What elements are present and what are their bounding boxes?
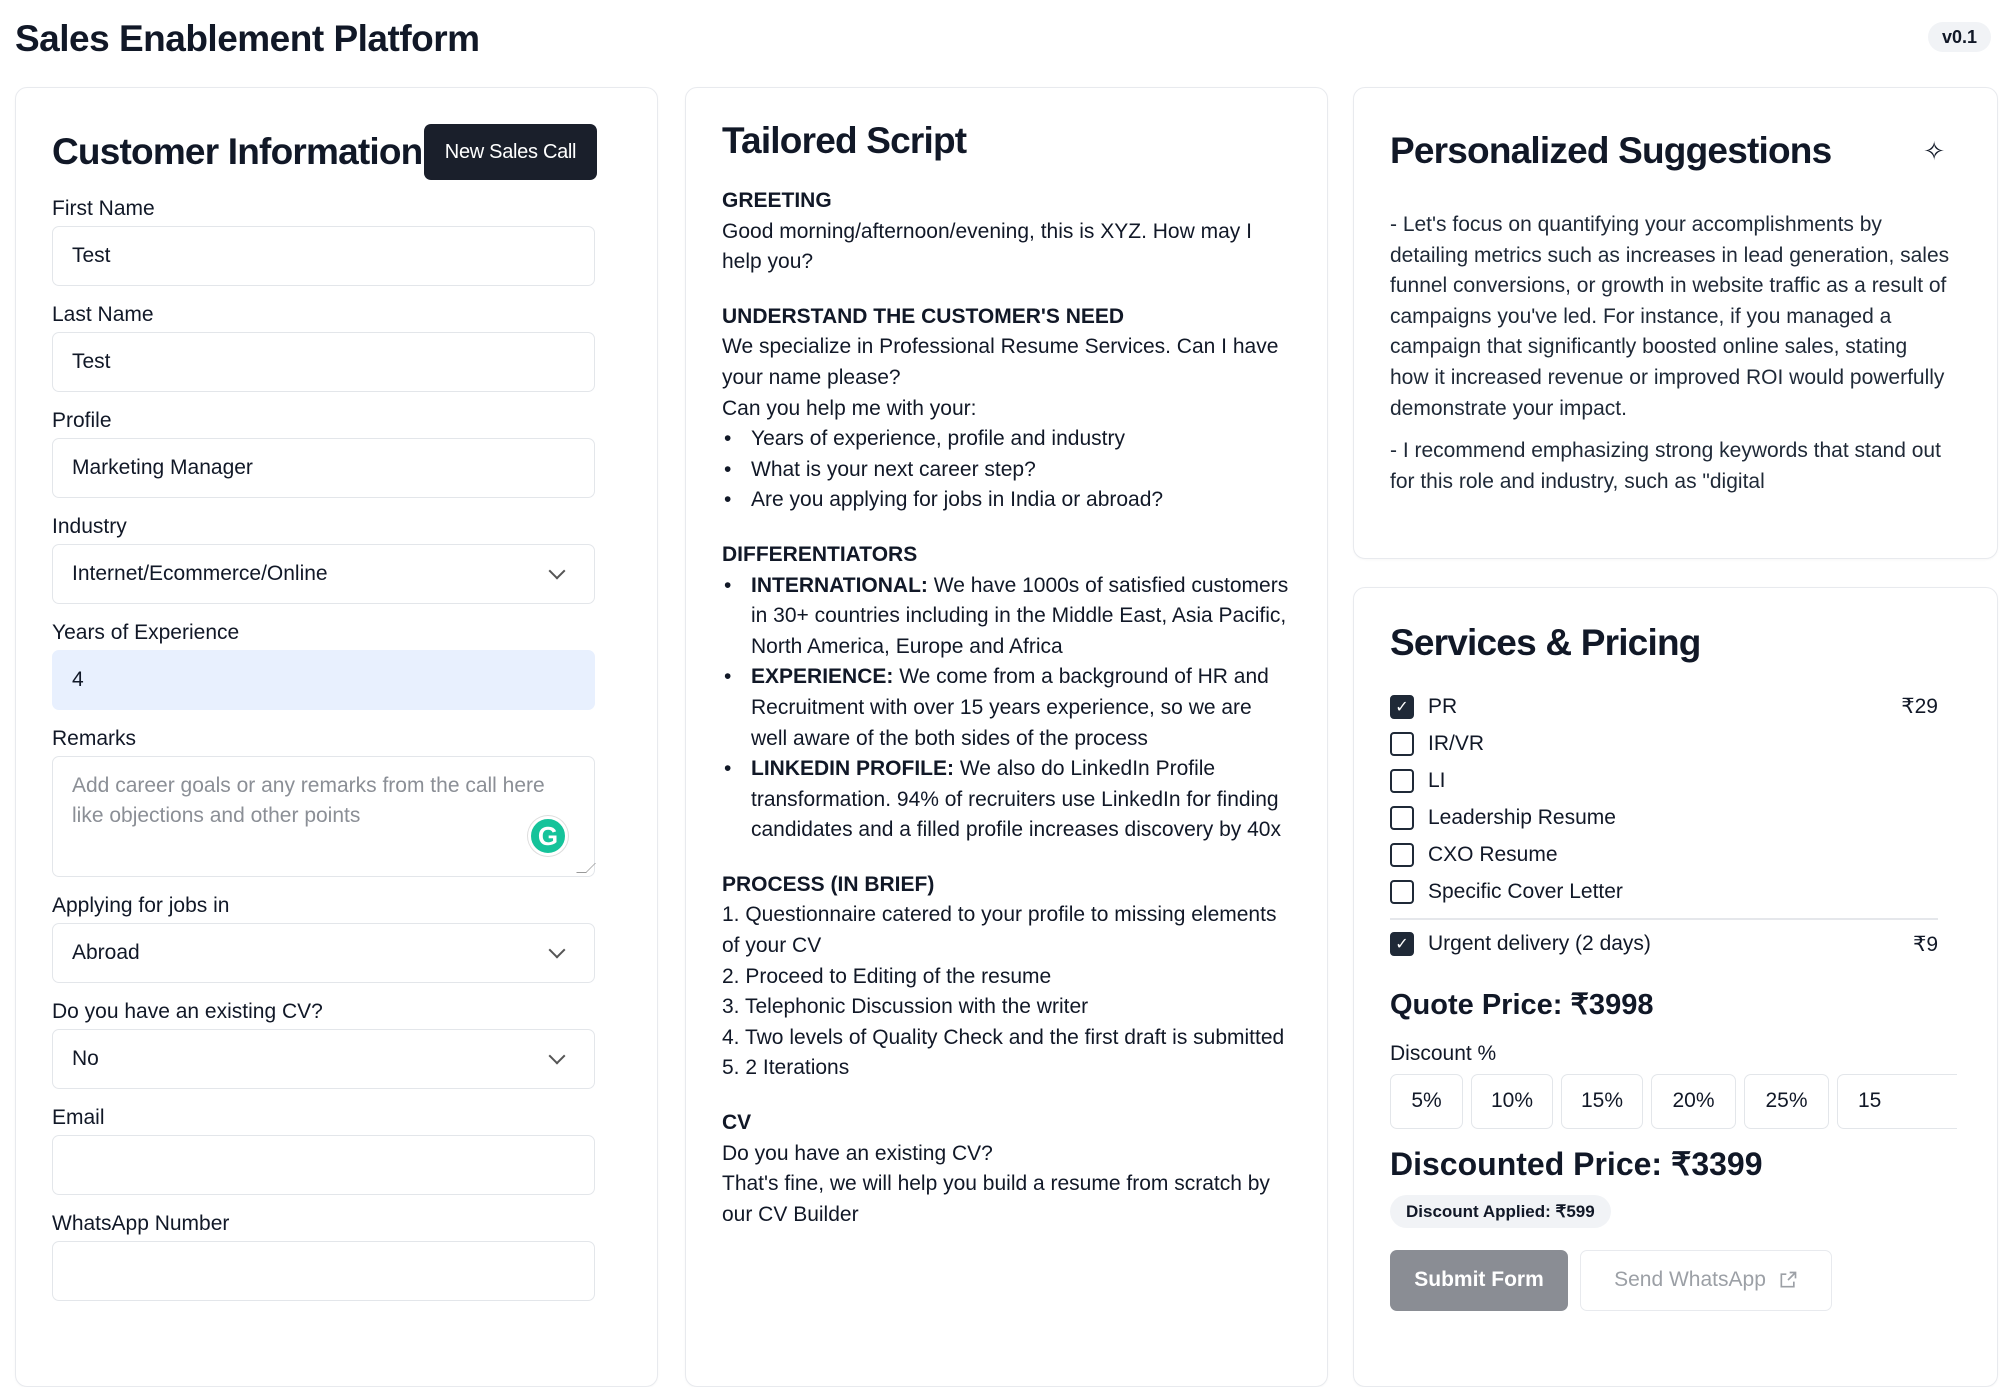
grammarly-icon[interactable]: G: [528, 816, 568, 856]
industry-label: Industry: [52, 515, 127, 538]
last-name-label: Last Name: [52, 303, 154, 326]
service-row[interactable]: [1390, 762, 1938, 799]
service-label: CXO Resume: [1428, 842, 1558, 866]
app-title: Sales Enablement Platform: [15, 18, 480, 59]
greeting-text: Good morning/afternoon/evening, this is XYZ. How may I help you?: [722, 219, 1252, 274]
resize-handle-icon[interactable]: [576, 863, 596, 873]
profile-input[interactable]: [52, 438, 595, 498]
email-label: Email: [52, 1106, 105, 1129]
services-pricing-title: Services & Pricing: [1390, 622, 1701, 663]
suggestions-scroll-area[interactable]: [1390, 210, 1950, 493]
service-label: Leadership Resume: [1428, 805, 1616, 829]
differentiator-text: We come from a background of HR and Recruitment with over 15 years experience, so we are well aware of the both sides of the process: [751, 665, 1269, 750]
industry-value: Internet/Ecommerce/Online: [72, 562, 328, 585]
differentiator-item: [722, 662, 1292, 754]
customer-information-card: [15, 87, 658, 1387]
discount-10-button[interactable]: 10%: [1471, 1074, 1553, 1129]
remarks-placeholder: Add career goals or any remarks from the call here like objections and other points: [72, 774, 545, 827]
applying-label: Applying for jobs in: [52, 894, 230, 917]
divider: [1390, 918, 1938, 920]
profile-label: Profile: [52, 409, 112, 432]
customer-information-title: Customer Information: [52, 131, 423, 172]
differentiator-key: EXPERIENCE:: [751, 665, 894, 689]
cv-label: Do you have an existing CV?: [52, 1000, 323, 1023]
service-label: IR/VR: [1428, 731, 1485, 755]
need-item: • Are you applying for jobs in India or abroad?: [722, 485, 1292, 516]
suggestion-item: - Let's focus on quantifying your accomplishments by detailing metrics such as increases in lead generation, sales funnel conversions, or growth in website traffic as a result of campaigns you've led. For instance, if you managed a campaign that significantly boosted online sales, stating how it increased revenue or improved ROI would powerfully demonstrate your impact.: [1390, 213, 1950, 420]
discount-applied-badge: Discount Applied: ₹599: [1390, 1195, 1611, 1228]
service-label: LI: [1428, 768, 1446, 792]
service-row[interactable]: [1390, 799, 1938, 836]
checkbox-checked[interactable]: ✓: [1390, 932, 1414, 956]
suggestion-item: - I recommend emphasizing strong keywords that stand out for this role and industry, such as "digital: [1390, 439, 1941, 493]
urgent-delivery-row[interactable]: [1390, 926, 1938, 963]
service-label: PR: [1428, 694, 1458, 718]
discount-20-button[interactable]: 20%: [1651, 1074, 1736, 1129]
tailored-script-card: [685, 87, 1328, 1387]
sparkles-icon[interactable]: ✧: [1923, 135, 1945, 166]
send-whatsapp-label: Send WhatsApp: [1614, 1268, 1766, 1291]
discount-15-button[interactable]: 15%: [1561, 1074, 1643, 1129]
chevron-down-icon: [549, 942, 566, 959]
checkbox-unchecked[interactable]: [1390, 769, 1414, 793]
checkbox-unchecked[interactable]: [1390, 880, 1414, 904]
urgent-delivery-label: Urgent delivery (2 days): [1428, 932, 1651, 955]
checkbox-unchecked[interactable]: [1390, 732, 1414, 756]
process-step: 2. Proceed to Editing of the resume: [722, 964, 1052, 988]
profile-value: Marketing Manager: [72, 456, 253, 479]
submit-form-button[interactable]: Submit Form: [1390, 1250, 1568, 1311]
service-price: ₹29: [1901, 695, 1938, 718]
need-text-2: Can you help me with your:: [722, 396, 977, 420]
service-label: Specific Cover Letter: [1428, 879, 1623, 903]
need-item: • Years of experience, profile and industry: [722, 424, 1292, 455]
quote-price: Quote Price: ₹3998: [1390, 988, 1654, 1021]
experience-input[interactable]: [52, 650, 595, 710]
version-badge: v0.1: [1928, 22, 1991, 52]
first-name-label: First Name: [52, 197, 155, 220]
whatsapp-label: WhatsApp Number: [52, 1212, 230, 1235]
discount-input[interactable]: 15: [1837, 1074, 1957, 1129]
need-item: • What is your next career step?: [722, 455, 1292, 486]
first-name-value: Test: [72, 244, 111, 267]
cv-value: No: [72, 1047, 99, 1070]
suggestions-title: Personalized Suggestions: [1390, 130, 1832, 171]
industry-select[interactable]: [52, 544, 595, 604]
differentiator-key: LINKEDIN PROFILE:: [751, 757, 954, 781]
chevron-down-icon: [549, 1048, 566, 1065]
applying-value: Abroad: [72, 941, 140, 964]
external-link-icon: [1778, 1270, 1798, 1290]
urgent-delivery-price: ₹9: [1912, 932, 1938, 956]
differentiators-heading: DIFFERENTIATORS: [722, 542, 918, 566]
checkbox-checked[interactable]: ✓: [1390, 695, 1414, 719]
whatsapp-input[interactable]: [52, 1241, 595, 1301]
experience-label: Years of Experience: [52, 621, 240, 644]
need-heading: UNDERSTAND THE CUSTOMER'S NEED: [722, 304, 1125, 328]
new-sales-call-button[interactable]: New Sales Call: [424, 124, 597, 180]
cv-select[interactable]: [52, 1029, 595, 1089]
first-name-input[interactable]: [52, 226, 595, 286]
discount-5-button[interactable]: 5%: [1390, 1074, 1463, 1129]
cv-text-2: That's fine, we will help you build a resume from scratch by our CV Builder: [722, 1172, 1270, 1226]
service-row[interactable]: [1390, 725, 1938, 762]
differentiator-item: [722, 571, 1292, 663]
checkbox-unchecked[interactable]: [1390, 843, 1414, 867]
cv-heading: CV: [722, 1111, 752, 1135]
service-row[interactable]: [1390, 836, 1938, 873]
service-row[interactable]: [1390, 873, 1938, 910]
greeting-heading: GREETING: [722, 189, 832, 212]
process-step: 3. Telephonic Discussion with the writer: [722, 995, 1089, 1019]
discounted-price: Discounted Price: ₹3399: [1390, 1145, 1763, 1182]
differentiator-text: We have 1000s of satisfied customers in 30+ countries including in the Middle East, Asia Pacific, North America, Europe and Africa: [751, 573, 1289, 658]
need-text: We specialize in Professional Resume Services. Can I have your name please?: [722, 335, 1279, 389]
process-step: 4. Two levels of Quality Check and the first draft is submitted: [722, 1025, 1285, 1049]
applying-select[interactable]: [52, 923, 595, 983]
process-step: 1. Questionnaire catered to your profile to missing elements of your CV: [722, 903, 1277, 958]
last-name-input[interactable]: [52, 332, 595, 392]
experience-value: 4: [72, 668, 84, 691]
discount-25-button[interactable]: 25%: [1744, 1074, 1829, 1129]
remarks-label: Remarks: [52, 727, 137, 750]
email-input[interactable]: [52, 1135, 595, 1195]
services-pricing-card: [1353, 587, 1998, 1387]
service-row[interactable]: [1390, 688, 1938, 725]
chevron-down-icon: [549, 563, 566, 580]
tailored-script-title: Tailored Script: [722, 120, 967, 161]
last-name-value: Test: [72, 350, 111, 373]
remarks-textarea[interactable]: [52, 756, 595, 877]
process-step: 5. 2 Iterations: [722, 1056, 850, 1080]
checkbox-unchecked[interactable]: [1390, 806, 1414, 830]
differentiator-key: INTERNATIONAL:: [751, 573, 928, 597]
personalized-suggestions-card: [1353, 87, 1998, 559]
process-heading: PROCESS (IN BRIEF): [722, 872, 935, 896]
differentiator-text: We also do LinkedIn Profile transformation. 94% of recruiters use LinkedIn for finding candidates and a filled profile increases discovery by 40x: [751, 757, 1281, 842]
discount-label: Discount %: [1390, 1041, 1497, 1065]
differentiator-item: [722, 754, 1292, 846]
cv-text: Do you have an existing CV?: [722, 1141, 993, 1165]
send-whatsapp-button[interactable]: [1580, 1250, 1832, 1311]
